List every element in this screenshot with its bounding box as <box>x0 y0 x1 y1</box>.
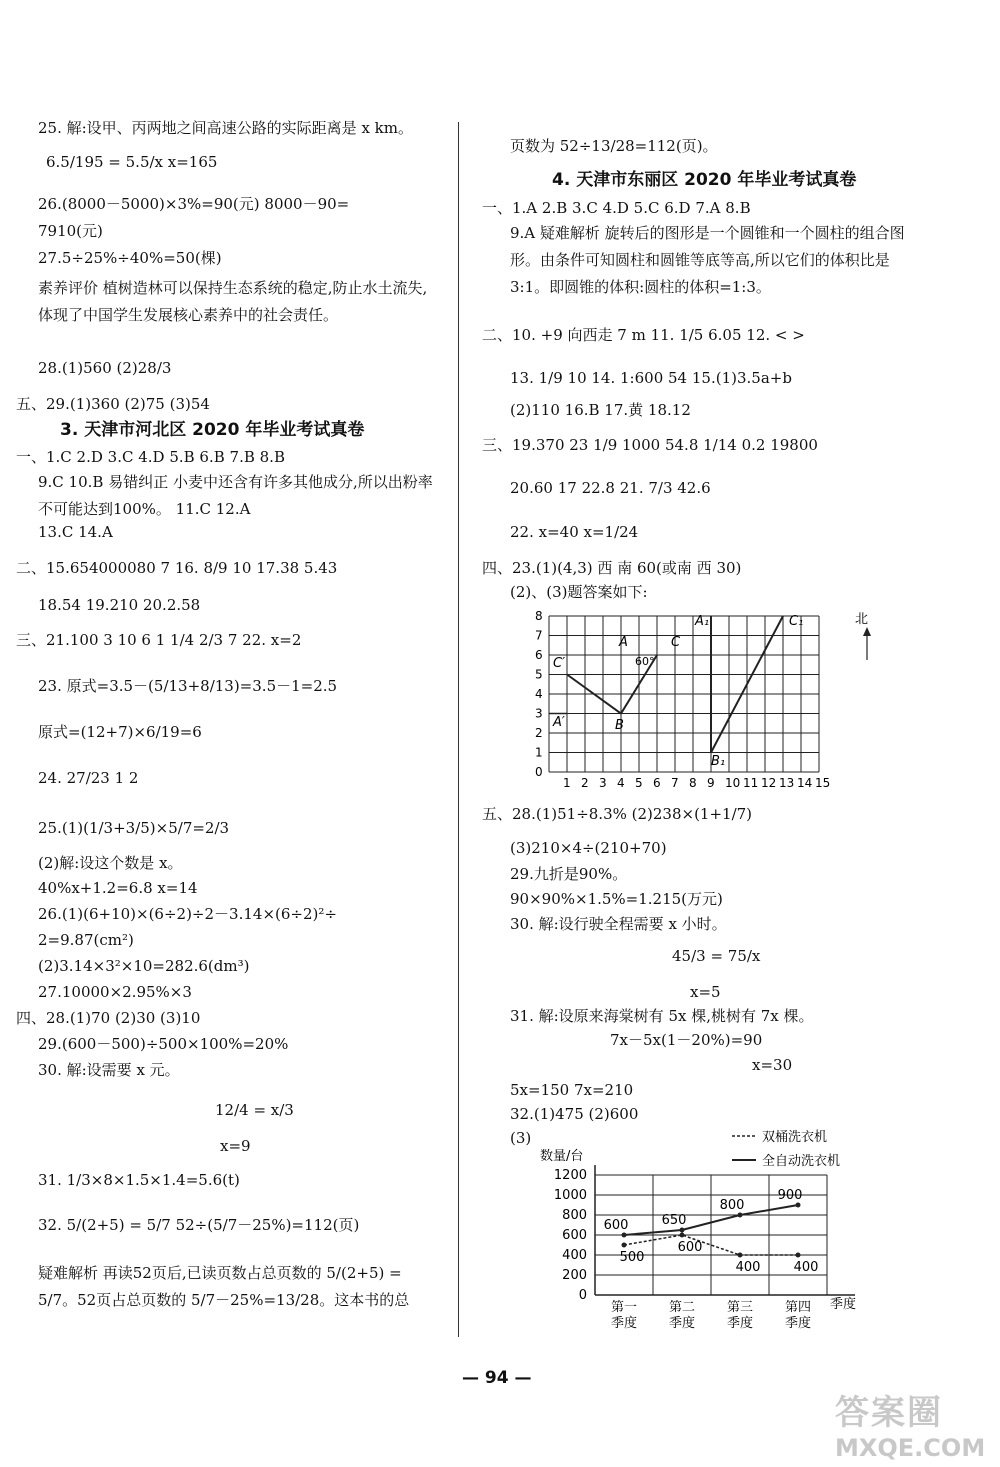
chart-x-tick-label-line2: 季度 <box>610 1316 638 1331</box>
grid-y-tick-label: 2 <box>535 726 543 740</box>
text-line: 25. 解:设甲、丙两地之间高速公路的实际距离是 x km。 <box>38 119 413 137</box>
grid-x-tick-label: 11 <box>743 776 759 790</box>
watermark-url: MXQE.COM <box>835 1434 986 1462</box>
text-paragraph: 9.A 疑难解析 旋转后的图形是一个圆锥和一个圆柱的组合图形。由条件可知圆柱和圆锥等底等高,所以它们的体积比是3:1。即圆锥的体积:圆柱的体积=1:3。 <box>510 224 905 296</box>
text-line: 32.(1)475 (2)600 <box>510 1105 639 1123</box>
text-line: (2)解:设这个数是 x。 <box>38 854 183 872</box>
watermark-logo <box>835 1385 986 1462</box>
point-label-b1: B₁ <box>711 754 726 769</box>
grid-x-tick-label: 13 <box>779 776 795 790</box>
text-line: 26.(8000－5000)×3%=90(元) 8000－90= <box>38 195 350 213</box>
grid-x-tick-label: 4 <box>617 776 625 790</box>
grid-x-tick-label: 10 <box>725 776 741 790</box>
grid-y-tick-label: 7 <box>535 628 543 643</box>
grid-x-tick-label: 6 <box>653 776 661 790</box>
text-line: 20.60 17 22.8 21. 7/3 42.6 <box>510 479 711 497</box>
chart-x-tick-label-line2: 季度 <box>784 1316 812 1331</box>
text-line: 7910(元) <box>38 222 103 240</box>
text-paragraph: 素养评价 植树造林可以保持生态系统的稳定,防止水土流失,体现了中国学生发展核心素养中的社会责任。 <box>38 279 428 324</box>
text-line: 五、29.(1)360 (2)75 (3)54 <box>16 395 210 413</box>
text-line: 31. 1/3×8×1.5×1.4=5.6(t) <box>38 1171 240 1189</box>
chart-y-tick-label: 600 <box>562 1228 587 1243</box>
text-paragraph: 疑难解析 再读52页后,已读页数占总页数的 5/(2+5) = 5/7。52页占总页数的 5/7－25%=13/28。这本书的总 <box>38 1264 410 1309</box>
washing-machine-line-chart <box>520 1120 880 1342</box>
text-line: 页数为 52÷13/28=112(页)。 <box>510 137 718 155</box>
north-arrowhead-icon <box>863 627 871 636</box>
chart-data-label: 800 <box>719 1198 745 1213</box>
text-line: 23. 原式=3.5－(5/13+8/13)=3.5－1=2.5 <box>38 677 338 695</box>
grid-y-tick-label: 5 <box>535 667 543 682</box>
text-line: 24. 27/23 1 2 <box>38 769 139 787</box>
chart-x-tick-label: 第一 <box>610 1300 638 1315</box>
text-line: 2=9.87(cm²) <box>38 931 134 949</box>
chart-point <box>796 1253 801 1258</box>
chart-x-tick-label: 第三 <box>726 1300 754 1315</box>
point-label-a: A <box>619 635 628 650</box>
chart-point <box>738 1213 743 1218</box>
grid-y-tick-label: 6 <box>535 648 543 662</box>
text-line: 90×90%×1.5%=1.215(万元) <box>510 890 723 908</box>
text-line: 13. 1/9 10 14. 1:600 54 15.(1)3.5a+b <box>510 369 792 387</box>
text-line: 一、1.C 2.D 3.C 4.D 5.B 6.B 7.B 8.B <box>16 448 285 466</box>
text-line: 5x=150 7x=210 <box>510 1081 634 1099</box>
text-line: 26.(1)(6+10)×(6÷2)÷2－3.14×(6÷2)²÷ <box>38 905 337 923</box>
chart-y-tick-label: 400 <box>562 1248 587 1263</box>
legend-label-series-1: 双桶洗衣机 <box>762 1130 828 1145</box>
point-label-a-prime: A′ <box>553 715 565 730</box>
text-line: 27.10000×2.95%×3 <box>38 983 192 1001</box>
text-line: 22. x=40 x=1/24 <box>510 523 639 541</box>
y-axis-title: 数量/台 <box>540 1149 584 1164</box>
text-line: 三、21.100 3 10 6 1 1/4 2/3 7 22. x=2 <box>16 631 302 649</box>
angle-label: 60° <box>635 655 655 668</box>
chart-point <box>738 1253 743 1258</box>
text-line: 12/4 = x/3 <box>215 1101 294 1119</box>
text-line: 32. 5/(2+5) = 5/7 52÷(5/7－25%)=112(页) <box>38 1216 360 1234</box>
grid-x-tick-label: 12 <box>761 776 777 790</box>
chart-point <box>680 1233 685 1238</box>
north-label: 北 <box>855 612 869 627</box>
page-number: — 94 — <box>462 1368 532 1388</box>
chart-point <box>680 1228 685 1233</box>
chart-x-tick-label: 第二 <box>668 1300 696 1315</box>
grid-y-tick-label: 1 <box>535 745 543 760</box>
chart-data-label: 600 <box>677 1240 703 1255</box>
coordinate-grid <box>525 605 885 795</box>
x-axis-title: 季度 <box>830 1297 857 1312</box>
text-line: 二、15.654000080 7 16. 8/9 10 17.38 5.43 <box>16 559 338 577</box>
point-label-c: C <box>671 635 681 650</box>
text-line: 7x－5x(1－20%)=90 <box>610 1031 763 1049</box>
chart-y-tick-label: 1000 <box>553 1188 587 1203</box>
point-label-b: B <box>615 718 624 733</box>
chart-x-tick-label-line2: 季度 <box>668 1316 696 1331</box>
chart-data-label: 400 <box>793 1260 819 1275</box>
chart-y-tick-label: 1200 <box>553 1168 587 1183</box>
chart-x-tick-label: 第四 <box>784 1300 812 1315</box>
grid-y-tick-label: 4 <box>535 687 543 701</box>
grid-x-tick-label: 3 <box>599 776 607 790</box>
grid-x-tick-label: 1 <box>563 776 571 790</box>
text-line: 四、28.(1)70 (2)30 (3)10 <box>16 1009 201 1027</box>
grid-x-tick-label: 5 <box>635 776 643 790</box>
text-line: (2)、(3)题答案如下: <box>510 583 648 601</box>
text-line: x=30 <box>752 1056 793 1074</box>
grid-x-tick-label: 15 <box>815 776 831 790</box>
chart-x-tick-label-line2: 季度 <box>726 1316 754 1331</box>
text-line: 29.九折是90%。 <box>510 865 628 883</box>
chart-point <box>622 1243 627 1248</box>
section-heading: 3. 天津市河北区 2020 年毕业考试真卷 <box>60 420 365 440</box>
text-line: 45/3 = 75/x <box>672 947 761 965</box>
grid-x-tick-label: 8 <box>689 776 697 790</box>
point-label-c-prime: C′ <box>553 656 566 671</box>
text-line: x=9 <box>220 1137 251 1155</box>
text-line: 30. 解:设行驶全程需要 x 小时。 <box>510 915 727 933</box>
text-line: 一、1.A 2.B 3.C 4.D 5.C 6.D 7.A 8.B <box>482 199 751 217</box>
text-line: 25.(1)(1/3+3/5)×5/7=2/3 <box>38 819 230 837</box>
text-line: 13.C 14.A <box>38 523 113 541</box>
text-line: 30. 解:设需要 x 元。 <box>38 1061 180 1079</box>
chart-y-tick-label: 0 <box>578 1288 587 1303</box>
grid-x-tick-label: 7 <box>671 776 679 790</box>
grid-x-tick-label: 9 <box>707 776 715 790</box>
text-line: (3) <box>510 1129 532 1147</box>
chart-data-label: 650 <box>661 1213 687 1228</box>
watermark-text: 答案圈 <box>835 1393 943 1433</box>
chart-y-tick-label: 800 <box>562 1208 587 1223</box>
chart-data-label: 400 <box>735 1260 761 1275</box>
text-line: (2)110 16.B 17.黄 18.12 <box>510 401 691 419</box>
grid-y-tick-label: 0 <box>535 765 543 779</box>
chart-data-label: 900 <box>777 1188 803 1203</box>
chart-data-label: 500 <box>619 1250 645 1265</box>
text-line: x=5 <box>690 983 721 1001</box>
chart-data-label: 600 <box>603 1218 629 1233</box>
text-line: 40%x+1.2=6.8 x=14 <box>38 879 198 897</box>
grid-x-tick-label: 2 <box>581 776 589 790</box>
text-line: 原式=(12+7)×6/19=6 <box>38 723 202 741</box>
text-line: 四、23.(1)(4,3) 西 南 60(或南 西 30) <box>482 559 742 577</box>
text-line: 三、19.370 23 1/9 1000 54.8 1/14 0.2 19800 <box>482 436 818 454</box>
text-line: 6.5/195 = 5.5/x x=165 <box>46 153 218 171</box>
legend-label-series-2: 全自动洗衣机 <box>762 1154 841 1169</box>
column-divider <box>458 122 459 1337</box>
text-line: 18.54 19.210 20.2.58 <box>38 596 201 614</box>
text-line: 27.5÷25%÷40%=50(棵) <box>38 249 222 267</box>
chart-point <box>796 1203 801 1208</box>
chart-y-tick-label: 200 <box>562 1268 587 1283</box>
grid-y-tick-label: 3 <box>535 706 543 721</box>
text-line: (2)3.14×3²×10=282.6(dm³) <box>38 957 250 975</box>
text-line: 31. 解:设原来海棠树有 5x 棵,桃树有 7x 棵。 <box>510 1007 814 1025</box>
point-label-a1: A₁ <box>695 614 710 629</box>
grid-y-tick-label: 8 <box>535 609 543 623</box>
grid-x-tick-label: 14 <box>797 776 813 790</box>
text-line: 五、28.(1)51÷8.3% (2)238×(1+1/7) <box>482 805 753 823</box>
text-line: (3)210×4÷(210+70) <box>510 839 667 857</box>
point-label-c1: C₁ <box>789 614 804 629</box>
text-line: 28.(1)560 (2)28/3 <box>38 359 172 377</box>
section-heading: 4. 天津市东丽区 2020 年毕业考试真卷 <box>552 170 857 190</box>
text-paragraph: 9.C 10.B 易错纠正 小麦中还含有许多其他成分,所以出粉率不可能达到100%。 11.C 12.A <box>38 473 433 518</box>
text-line: 29.(600－500)÷500×100%=20% <box>38 1035 289 1053</box>
chart-point <box>622 1233 627 1238</box>
text-line: 二、10. +9 向西走 7 m 11. 1/5 6.05 12. < > <box>482 326 805 344</box>
